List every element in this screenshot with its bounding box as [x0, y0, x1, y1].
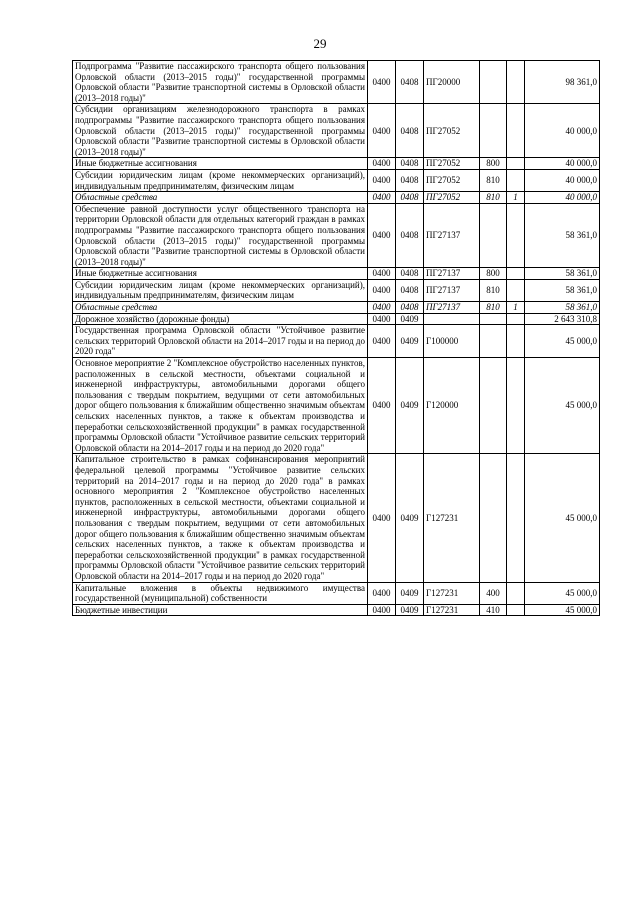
table-row [73, 268, 600, 280]
section-code-cell: 0400 [368, 158, 396, 170]
subsection-code-cell: 0408 [396, 61, 424, 104]
subsection-code-cell: 0408 [396, 279, 424, 301]
amount-cell: 45 000,0 [525, 358, 600, 454]
amount-cell: 40 000,0 [525, 192, 600, 204]
section-code-cell: 0400 [368, 169, 396, 191]
amount-cell: 2 643 310,8 [525, 313, 600, 325]
amount-cell: 45 000,0 [525, 454, 600, 582]
table-row [73, 604, 600, 616]
target-article-cell: ПГ27052 [424, 192, 480, 204]
subsection-code-cell: 0408 [396, 158, 424, 170]
row-name-cell: Субсидии юридическим лицам (кроме некоммерческих организаций), индивидуальным предпринимателям, физическим лицам [73, 169, 368, 191]
funding-source-cell: 1 [507, 302, 525, 314]
amount-cell: 45 000,0 [525, 325, 600, 358]
expense-type-cell [480, 325, 507, 358]
funding-source-cell [507, 158, 525, 170]
row-name-cell: Областные средства [73, 192, 368, 204]
target-article-cell: ПГ27137 [424, 302, 480, 314]
subsection-code-cell: 0408 [396, 268, 424, 280]
expense-type-cell: 810 [480, 169, 507, 191]
row-name-cell: Иные бюджетные ассигнования [73, 158, 368, 170]
row-name-cell: Субсидии организациям железнодорожного транспорта в рамках подпрограммы "Развитие пассажирского транспорта общего пользования Орловской области (2013–2015 годы)" государственной программы Орловской области "Развитие транспортной системы в Орловской области (2013–2018 годы)" [73, 104, 368, 158]
expense-type-cell: 800 [480, 158, 507, 170]
subsection-code-cell: 0409 [396, 604, 424, 616]
subsection-code-cell: 0409 [396, 325, 424, 358]
amount-cell: 58 361,0 [525, 302, 600, 314]
table-row [73, 454, 600, 582]
target-article-cell: ПГ27052 [424, 104, 480, 158]
section-code-cell: 0400 [368, 192, 396, 204]
section-code-cell: 0400 [368, 268, 396, 280]
amount-cell: 58 361,0 [525, 268, 600, 280]
subsection-code-cell: 0409 [396, 358, 424, 454]
target-article-cell: ПГ27052 [424, 158, 480, 170]
subsection-code-cell: 0408 [396, 169, 424, 191]
amount-cell: 40 000,0 [525, 104, 600, 158]
row-name-cell: Обеспечение равной доступности услуг общественного транспорта на территории Орловской области для отдельных категорий граждан в рамках подпрограммы "Развитие пассажирского транспорта общего пользования Орловской области (2013–2015 годы)" государственной программы Орловской области "Развитие транспортной системы в Орловской области (2013–2018 годы)" [73, 203, 368, 268]
table-row [73, 169, 600, 191]
row-name-cell: Капитальные вложения в объекты недвижимого имущества государственной (муниципальной) собственности [73, 582, 368, 604]
table-row [73, 61, 600, 104]
amount-cell: 45 000,0 [525, 582, 600, 604]
section-code-cell: 0400 [368, 313, 396, 325]
amount-cell: 58 361,0 [525, 279, 600, 301]
section-code-cell: 0400 [368, 582, 396, 604]
funding-source-cell [507, 169, 525, 191]
funding-source-cell [507, 104, 525, 158]
expense-type-cell: 810 [480, 302, 507, 314]
row-name-cell: Основное мероприятие 2 "Комплексное обустройство населенных пунктов, расположенных в сельской местности, объектами социальной и инженерной инфраструктуры, автомобильными дорогами общего пользования с твердым покрытием, ведущими от сети автомобильных дорог общего пользования к ближайшим общественно значимым объектам сельских населенных пунктов, а также к объектам производства и переработки сельскохозяйственной продукции" в рамках государственной программы Орловской области "Устойчивое развитие сельских территорий Орловской области на 2014–2017 годы и на период до 2020 года" [73, 358, 368, 454]
expense-type-cell [480, 454, 507, 582]
funding-source-cell [507, 582, 525, 604]
table-row [73, 203, 600, 268]
section-code-cell: 0400 [368, 358, 396, 454]
row-name-cell: Субсидии юридическим лицам (кроме некоммерческих организаций), индивидуальным предпринимателям, физическим лицам [73, 279, 368, 301]
table-row [73, 279, 600, 301]
funding-source-cell [507, 203, 525, 268]
expense-type-cell [480, 313, 507, 325]
row-name-cell: Подпрограмма "Развитие пассажирского транспорта общего пользования Орловской области (2013–2015 годы)" государственной программы Орловской области "Развитие транспортной системы в Орловской области (2013–2018 годы)" [73, 61, 368, 104]
subsection-code-cell: 0409 [396, 313, 424, 325]
page-number: 29 [313, 36, 327, 51]
row-name-cell: Областные средства [73, 302, 368, 314]
subsection-code-cell: 0408 [396, 302, 424, 314]
target-article-cell: Г127231 [424, 454, 480, 582]
expense-type-cell [480, 104, 507, 158]
expense-type-cell [480, 61, 507, 104]
funding-source-cell [507, 61, 525, 104]
section-code-cell: 0400 [368, 104, 396, 158]
table-row [73, 302, 600, 314]
target-article-cell: Г127231 [424, 604, 480, 616]
table-row [73, 325, 600, 358]
funding-source-cell [507, 313, 525, 325]
section-code-cell: 0400 [368, 61, 396, 104]
section-code-cell: 0400 [368, 302, 396, 314]
budget-table [72, 60, 600, 616]
row-name-cell: Иные бюджетные ассигнования [73, 268, 368, 280]
amount-cell: 58 361,0 [525, 203, 600, 268]
target-article-cell: ПГ27052 [424, 169, 480, 191]
subsection-code-cell: 0408 [396, 203, 424, 268]
expense-type-cell [480, 358, 507, 454]
funding-source-cell [507, 604, 525, 616]
section-code-cell: 0400 [368, 203, 396, 268]
target-article-cell: ПГ27137 [424, 268, 480, 280]
expense-type-cell: 800 [480, 268, 507, 280]
funding-source-cell [507, 454, 525, 582]
funding-source-cell: 1 [507, 192, 525, 204]
table-row [73, 582, 600, 604]
funding-source-cell [507, 358, 525, 454]
section-code-cell: 0400 [368, 325, 396, 358]
target-article-cell: Г120000 [424, 358, 480, 454]
target-article-cell: ПГ27137 [424, 279, 480, 301]
table-row [73, 358, 600, 454]
table-row [73, 313, 600, 325]
funding-source-cell [507, 279, 525, 301]
table-row [73, 192, 600, 204]
amount-cell: 40 000,0 [525, 169, 600, 191]
expense-type-cell: 410 [480, 604, 507, 616]
target-article-cell [424, 313, 480, 325]
expense-type-cell: 400 [480, 582, 507, 604]
section-code-cell: 0400 [368, 454, 396, 582]
table-row [73, 158, 600, 170]
subsection-code-cell: 0409 [396, 454, 424, 582]
section-code-cell: 0400 [368, 604, 396, 616]
row-name-cell: Бюджетные инвестиции [73, 604, 368, 616]
row-name-cell: Государственная программа Орловской области "Устойчивое развитие сельских территорий Орловской области на 2014–2017 годы и на период до 2020 года" [73, 325, 368, 358]
row-name-cell: Дорожное хозяйство (дорожные фонды) [73, 313, 368, 325]
expense-type-cell: 810 [480, 192, 507, 204]
expense-type-cell: 810 [480, 279, 507, 301]
target-article-cell: ПГ27137 [424, 203, 480, 268]
subsection-code-cell: 0409 [396, 582, 424, 604]
row-name-cell: Капитальное строительство в рамках софинансирования мероприятий федеральной целевой программы "Устойчивое развитие сельских территорий на 2014–2017 годы и на период до 2020 года" в рамках основного мероприятия 2 "Комплексное обустройство населенных пунктов, расположенных в сельской местности, объектами социальной и инженерной инфраструктуры, автомобильными дорогами общего пользования с твердым покрытием, ведущими от сети автомобильных дорог общего пользования к ближайшим общественно значимым объектам сельских населенных пунктов, а также к объектам производства и переработки сельскохозяйственной продукции" в рамках государственной программы Орловской области "Устойчивое развитие сельских территорий Орловской области на 2014–2017 годы и на период до 2020 года" [73, 454, 368, 582]
target-article-cell: Г100000 [424, 325, 480, 358]
expense-type-cell [480, 203, 507, 268]
funding-source-cell [507, 268, 525, 280]
budget-table-body [73, 61, 600, 616]
subsection-code-cell: 0408 [396, 104, 424, 158]
target-article-cell: Г127231 [424, 582, 480, 604]
table-row [73, 104, 600, 158]
amount-cell: 98 361,0 [525, 61, 600, 104]
funding-source-cell [507, 325, 525, 358]
target-article-cell: ПГ20000 [424, 61, 480, 104]
subsection-code-cell: 0408 [396, 192, 424, 204]
amount-cell: 40 000,0 [525, 158, 600, 170]
amount-cell: 45 000,0 [525, 604, 600, 616]
section-code-cell: 0400 [368, 279, 396, 301]
